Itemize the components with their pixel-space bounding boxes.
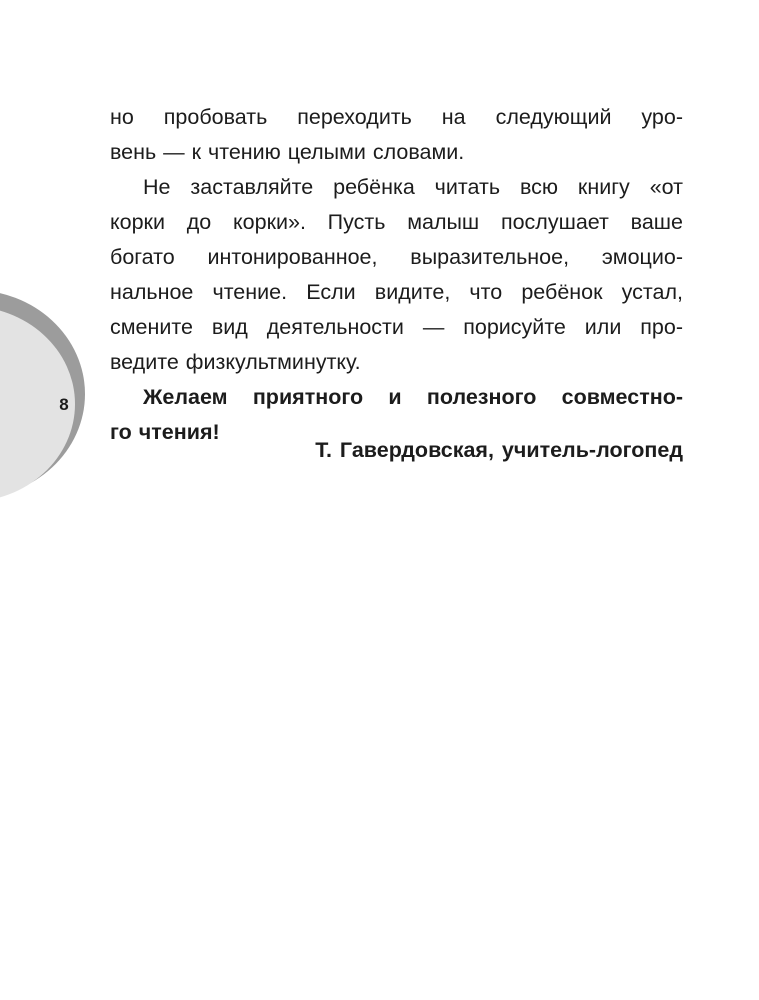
paragraph-reading-advice — [110, 100, 683, 170]
text-line: го чтения! — [110, 420, 220, 444]
paragraph-reading-tips — [110, 170, 683, 380]
text-line: корки до корки». Пусть малыш послушает ваше — [110, 210, 683, 234]
text-line: нальное чтение. Если видите, что ребёнок устал, — [110, 280, 683, 304]
page-number: 8 — [59, 395, 69, 414]
text-line: вень — к чтению целыми словами. — [110, 140, 465, 164]
body-text — [110, 100, 683, 450]
text-line: богато интонированное, выразительное, эмоцио- — [110, 245, 683, 269]
text-line: Не заставляйте ребёнка читать всю книгу «от — [143, 175, 683, 199]
text-line: смените вид деятельности — порисуйте или про- — [110, 315, 683, 339]
text-line: Желаем приятного и полезного совместно- — [143, 385, 683, 409]
text-line: ведите физкультминутку. — [110, 350, 361, 374]
author-signature: Т. Гавердовская, учитель-логопед — [315, 438, 683, 462]
text-line: но пробовать переходить на следующий уро- — [110, 105, 683, 129]
